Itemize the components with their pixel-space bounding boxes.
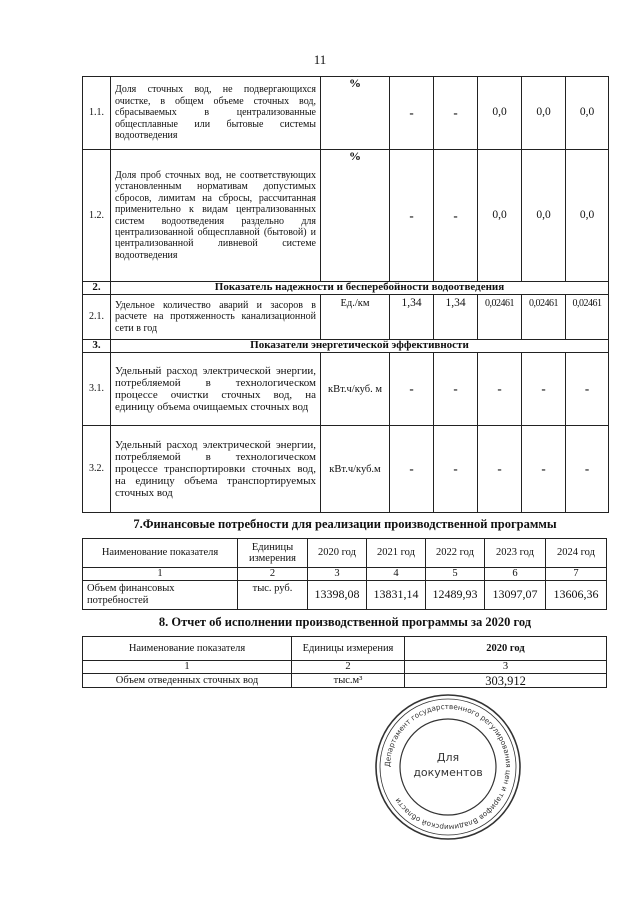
column-header: 2021 год: [367, 539, 426, 568]
value-cell: -: [390, 150, 434, 282]
indicator-name: Объем финансовых потребностей: [83, 580, 238, 609]
table-row: [83, 150, 609, 282]
section-title: Показатель надежности и бесперебойности водоотведения: [111, 282, 609, 295]
value-cell: -: [522, 426, 566, 513]
indicator-description: Удельный расход электрической энергии, потребляемой в технологическом процессе очистки сточных вод, на единицу объема очищаемых сточных вод: [111, 353, 321, 426]
value-cell: 0,0: [522, 150, 566, 282]
column-header: 2022 год: [426, 539, 485, 568]
value-cell: -: [434, 150, 478, 282]
value-cell: -: [566, 426, 609, 513]
table-index-row: [83, 661, 607, 674]
page-number: 11: [313, 52, 327, 67]
report-table: [82, 636, 607, 688]
stamp-seal-icon: [373, 692, 523, 842]
section-number: 3.: [83, 340, 111, 353]
unit-cell: кВт.ч/куб. м: [321, 353, 390, 426]
column-header: 2024 год: [546, 539, 607, 568]
stamp-center-line: документов: [413, 766, 483, 779]
table-header-row: [83, 637, 607, 661]
value-cell: 303,912: [405, 674, 607, 688]
value-cell: -: [390, 426, 434, 513]
row-number: 3.2.: [83, 426, 111, 513]
index-cell: 2: [238, 568, 308, 581]
index-cell: 3: [405, 661, 607, 674]
table-row: [83, 77, 609, 150]
row-number: 2.1.: [83, 295, 111, 340]
row-number: 1.1.: [83, 77, 111, 150]
indicator-description: Удельный расход электрической энергии, потребляемой в технологическом процессе транспортировки сточных вод, на единицу объема транспортируемых сточных вод: [111, 426, 321, 513]
value-cell: 13097,07: [485, 580, 546, 609]
unit-cell: кВт.ч/куб.м: [321, 426, 390, 513]
index-cell: 1: [83, 661, 292, 674]
value-cell: 13606,36: [546, 580, 607, 609]
value-cell: 13831,14: [367, 580, 426, 609]
unit-cell: Ед./км: [321, 295, 390, 340]
column-header: 2023 год: [485, 539, 546, 568]
indicator-description: Доля сточных вод, не подвергающихся очистке, в общем объеме сточных вод, сбрасываемых в централизованные общесплавные или бытовые системы водоотведения: [111, 77, 321, 150]
value-cell: -: [566, 353, 609, 426]
official-stamp: [373, 692, 523, 842]
table-row: [83, 426, 609, 513]
column-header: Наименование показателя: [83, 539, 238, 568]
value-cell: 0,02461: [522, 295, 566, 340]
column-header: 2020 год: [405, 637, 607, 661]
value-cell: 0,0: [566, 77, 609, 150]
section-row: [83, 340, 609, 353]
indicators-table: [82, 76, 609, 513]
section-number: 2.: [83, 282, 111, 295]
value-cell: 0,0: [566, 150, 609, 282]
unit-cell: %: [321, 77, 390, 150]
index-cell: 4: [367, 568, 426, 581]
table-row: [83, 580, 607, 609]
stamp-ring-text: Департамент государственного регулирования цен и тарифов Владимирской области: [382, 701, 514, 833]
value-cell: -: [434, 426, 478, 513]
table-index-row: [83, 568, 607, 581]
value-cell: 0,0: [522, 77, 566, 150]
column-header: Единицы измерения: [292, 637, 405, 661]
indicator-name: Объем отведенных сточных вод: [83, 674, 292, 688]
value-cell: 1,34: [390, 295, 434, 340]
value-cell: -: [478, 426, 522, 513]
index-cell: 7: [546, 568, 607, 581]
index-cell: 6: [485, 568, 546, 581]
value-cell: -: [390, 353, 434, 426]
unit-cell: тыс.м³: [292, 674, 405, 688]
column-header: Единицы измерения: [238, 539, 308, 568]
value-cell: 0,0: [478, 150, 522, 282]
unit-cell: тыс. руб.: [238, 580, 308, 609]
table-row: [83, 353, 609, 426]
index-cell: 2: [292, 661, 405, 674]
index-cell: 1: [83, 568, 238, 581]
value-cell: 0,0: [478, 77, 522, 150]
value-cell: 0,02461: [566, 295, 609, 340]
value-cell: 1,34: [434, 295, 478, 340]
value-cell: -: [522, 353, 566, 426]
indicator-description: Удельное количество аварий и засоров в расчете на протяженность канализационной сети в год: [111, 295, 321, 340]
value-cell: 12489,93: [426, 580, 485, 609]
value-cell: -: [478, 353, 522, 426]
value-cell: 0,02461: [478, 295, 522, 340]
value-cell: -: [390, 77, 434, 150]
column-header: 2020 год: [308, 539, 367, 568]
column-header: Наименование показателя: [83, 637, 292, 661]
value-cell: 13398,08: [308, 580, 367, 609]
report-section-title: 8. Отчет об исполнении производственной программы за 2020 год: [158, 615, 532, 629]
row-number: 3.1.: [83, 353, 111, 426]
index-cell: 3: [308, 568, 367, 581]
section-row: [83, 282, 609, 295]
financial-table: [82, 538, 607, 610]
indicator-description: Доля проб сточных вод, не соответствующих установленным нормативам допустимых сбросов, лимитам на сбросы, рассчитанная применительно к видам централизованных систем водоотведения раздельно для централизованной общесплавной (бытовой) и централизованной ливневой системе водоотведения: [111, 150, 321, 282]
row-number: 1.2.: [83, 150, 111, 282]
table-row: [83, 674, 607, 688]
financial-section-title: 7.Финансовые потребности для реализации производственной программы: [133, 517, 557, 531]
table-header-row: [83, 539, 607, 568]
value-cell: -: [434, 353, 478, 426]
value-cell: -: [434, 77, 478, 150]
stamp-center-line: Для: [436, 751, 460, 764]
table-row: [83, 295, 609, 340]
unit-cell: %: [321, 150, 390, 282]
index-cell: 5: [426, 568, 485, 581]
section-title: Показатели энергетической эффективности: [111, 340, 609, 353]
